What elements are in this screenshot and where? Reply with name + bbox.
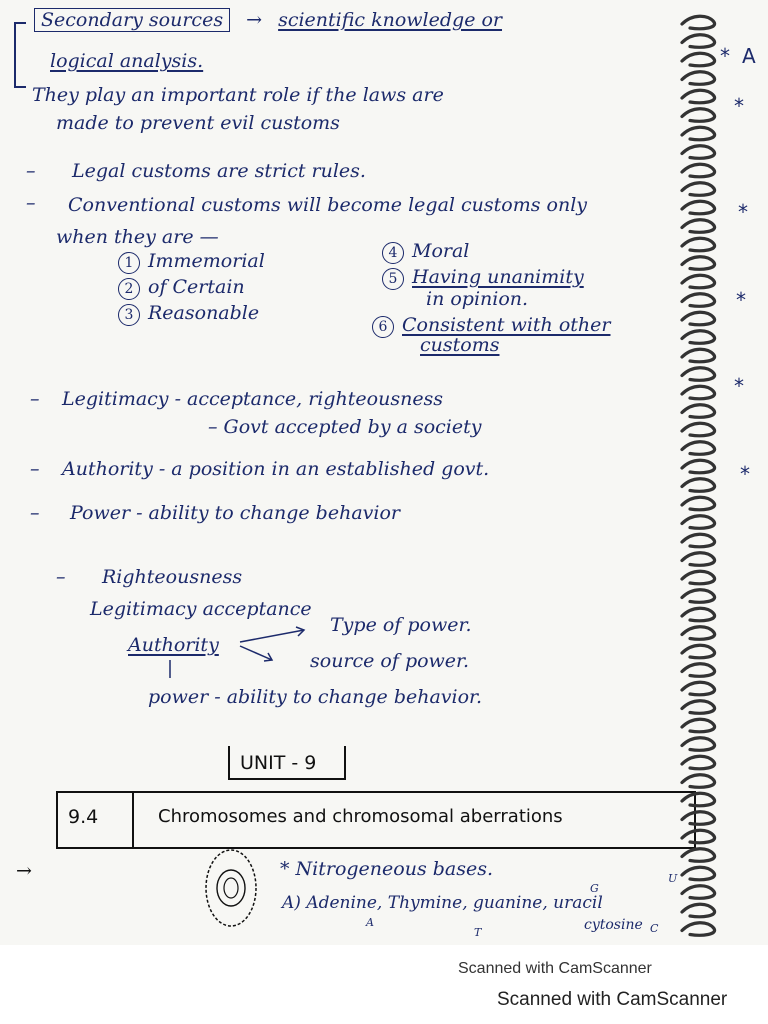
base-abbrev-a: A: [366, 916, 374, 929]
spiral-coil: [682, 368, 715, 381]
spiral-coil: [682, 904, 715, 917]
condition-text: Immemorial: [148, 250, 265, 272]
condition-1: [118, 250, 265, 274]
spiral-coil: [682, 201, 715, 214]
bullet-dash: –: [30, 388, 40, 410]
logical-analysis-text: logical analysis.: [50, 50, 204, 72]
condition-number: 5: [382, 268, 404, 290]
legal-customs-text: Legal customs are strict rules.: [72, 160, 366, 182]
spiral-coil: [682, 423, 715, 436]
spiral-coil: [682, 849, 715, 862]
nitrogenous-bases-text: * Nitrogeneous bases.: [280, 858, 494, 880]
spiral-coil: [682, 534, 715, 547]
spiral-coil: [682, 516, 715, 529]
condition-number: 3: [118, 304, 140, 326]
spiral-coil: [682, 756, 715, 769]
condition-number: 2: [118, 278, 140, 300]
legitimacy-acceptance-text: Legitimacy acceptance: [90, 598, 312, 620]
arrow: →: [16, 860, 32, 882]
section-title: Chromosomes and chromosomal aberrations: [158, 806, 563, 827]
important-role-text: They play an important role if the laws are: [32, 84, 444, 106]
notebook-spiral-binding: [668, 10, 748, 940]
condition-5: [382, 266, 584, 290]
spiral-coil: [682, 830, 715, 843]
margin-star: *: [738, 200, 748, 224]
spiral-coil: [682, 35, 715, 48]
spiral-coil: [682, 220, 715, 233]
legitimacy-text: Legitimacy - acceptance, righteousness: [62, 388, 444, 410]
govt-accepted-text: – Govt accepted by a society: [208, 416, 482, 438]
spiral-coil: [682, 812, 715, 825]
authority-label: Authority: [128, 634, 219, 656]
type-of-power-text: Type of power.: [330, 614, 472, 636]
line-secondary-sources: [34, 8, 502, 32]
power-text: Power - ability to change behavior: [70, 502, 400, 524]
spiral-coil: [682, 867, 715, 880]
spiral-coil: [682, 571, 715, 584]
bullet-dash: –: [30, 502, 40, 524]
spiral-coil: [682, 590, 715, 603]
spiral-coil: [682, 923, 715, 936]
bases-list-text: A) Adenine, Thymine, guanine, uracil: [282, 893, 603, 913]
bullet-dash: –: [30, 458, 40, 480]
base-abbrev-t: T: [474, 926, 482, 939]
condition-text: Consistent with other: [402, 314, 611, 336]
conventional-customs-text: Conventional customs will become legal customs only: [68, 194, 588, 216]
prevent-evil-text: made to prevent evil customs: [56, 112, 340, 134]
secondary-sources-label: Secondary sources: [34, 8, 230, 32]
margin-star: *: [734, 374, 744, 398]
condition-number: 1: [118, 252, 140, 274]
section-separator: [132, 793, 134, 847]
scientific-knowledge-text: scientific knowledge or: [278, 9, 503, 31]
spiral-coil: [682, 701, 715, 714]
spiral-coil: [682, 775, 715, 788]
source-of-power-text: source of power.: [310, 650, 470, 672]
spiral-coil: [682, 664, 715, 677]
unit-heading: UNIT - 9: [240, 752, 317, 774]
condition-text: Having unanimity: [412, 266, 584, 288]
margin-star: *: [740, 462, 750, 486]
section-number: 9.4: [68, 806, 99, 828]
spiral-coil: [682, 738, 715, 751]
arrow: →: [246, 9, 263, 31]
spiral-coil: [682, 645, 715, 658]
base-abbrev-c: C: [650, 922, 659, 935]
condition-number: 4: [382, 242, 404, 264]
when-they-are-text: when they are —: [56, 226, 219, 248]
spiral-coil: [682, 793, 715, 806]
spiral-coil: [682, 886, 715, 899]
spiral-coil: [682, 275, 715, 288]
spiral-coil: [682, 460, 715, 473]
spiral-coil: [682, 16, 715, 29]
spiral-coil: [682, 294, 715, 307]
bullet-dash: –: [26, 160, 36, 182]
spiral-coil: [682, 479, 715, 492]
condition-4: [382, 240, 469, 264]
base-abbrev-u: U: [668, 872, 678, 885]
spiral-coil: [682, 53, 715, 66]
condition-text: Reasonable: [148, 302, 260, 324]
spiral-coil: [682, 553, 715, 566]
base-abbrev-g: G: [590, 882, 599, 895]
spiral-coil: [682, 312, 715, 325]
spiral-coil: [682, 164, 715, 177]
spiral-coil: [682, 608, 715, 621]
righteousness-text: Righteousness: [102, 566, 243, 588]
spiral-coil: [682, 109, 715, 122]
authority-text: Authority - a position in an established govt.: [62, 458, 490, 480]
margin-star: *: [736, 288, 746, 312]
bullet-dash: –: [56, 566, 66, 588]
margin-letter: A: [742, 44, 756, 68]
condition-text: Moral: [412, 240, 470, 262]
spiral-coil: [682, 405, 715, 418]
camscanner-watermark-large: Scanned with CamScanner: [497, 989, 728, 1010]
authority-arrows: [160, 620, 320, 680]
condition-number: 6: [372, 316, 394, 338]
condition-2: [118, 276, 245, 300]
cell-diagram: [202, 846, 260, 930]
condition-6-cont: customs: [420, 334, 500, 356]
condition-5-cont: in opinion.: [426, 288, 529, 310]
margin-star: *: [734, 94, 744, 118]
bullet-dash: –: [26, 192, 36, 214]
spiral-coil: [682, 386, 715, 399]
brace-bracket: [14, 22, 26, 88]
spiral-coil: [682, 497, 715, 510]
spiral-coil: [682, 719, 715, 732]
margin-star: *: [720, 44, 730, 68]
camscanner-watermark: Scanned with CamScanner: [458, 960, 652, 977]
spiral-coil: [682, 682, 715, 695]
spiral-coil: [682, 442, 715, 455]
spiral-coil: [682, 183, 715, 196]
cytosine-text: cytosine: [584, 917, 643, 933]
spiral-coil: [682, 257, 715, 270]
spiral-coil: [682, 127, 715, 140]
spiral-coil: [682, 146, 715, 159]
spiral-coil: [682, 238, 715, 251]
spiral-coil: [682, 90, 715, 103]
spiral-coil: [682, 331, 715, 344]
power-ability-text: power - ability to change behavior.: [148, 686, 483, 708]
spiral-coil: [682, 627, 715, 640]
condition-text: of Certain: [148, 276, 245, 298]
condition-3: [118, 302, 259, 326]
spiral-coil: [682, 349, 715, 362]
spiral-coil: [682, 72, 715, 85]
